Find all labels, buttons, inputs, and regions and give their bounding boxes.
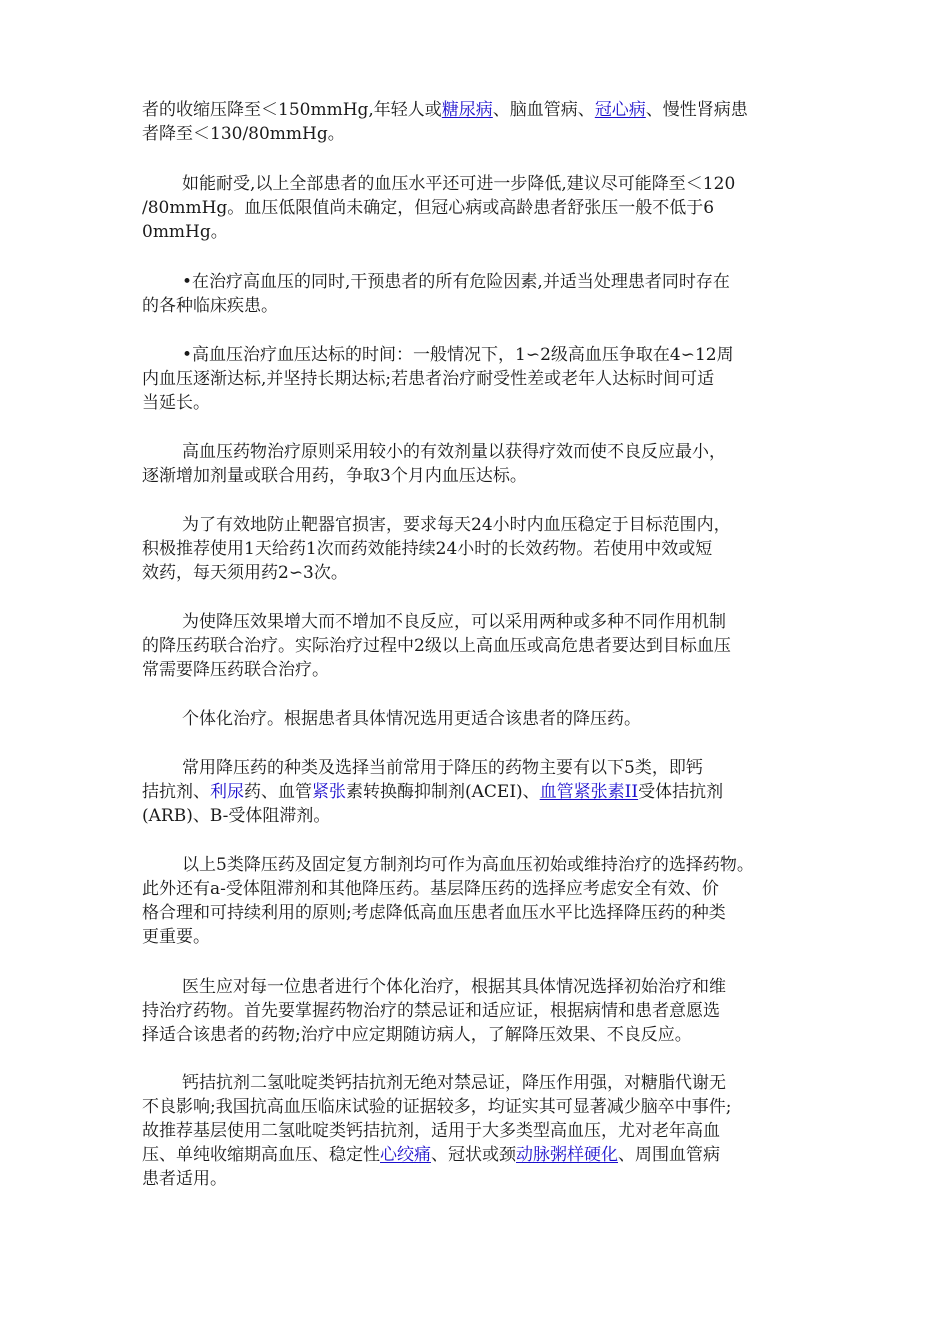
text-line: 的各种临床疾患。: [142, 296, 278, 316]
text-line: 择适合该患者的药物;治疗中应定期随访病人，了解降压效果、不良反应。: [142, 1025, 692, 1045]
paragraph-target-time: [142, 343, 812, 415]
text-line: 为使降压效果增大而不增加不良反应，可以采用两种或多种不同作用机制: [182, 612, 726, 632]
text-line: 0mmHg。: [142, 222, 228, 242]
paragraph-calcium-antagonists: [142, 1071, 812, 1191]
text-run: 拮抗剂、: [142, 782, 210, 802]
text-line: [142, 780, 812, 804]
text-line: [142, 1143, 812, 1167]
text-line: 更重要。: [142, 927, 210, 947]
text-line: 格合理和可持续利用的原则;考虑降低高血压患者血压水平比选择降压药的种类: [142, 903, 726, 923]
paragraph-combination: [142, 610, 812, 682]
link-coronary-heart-disease[interactable]: 冠心病: [594, 100, 646, 120]
term-tension: 紧张: [312, 782, 346, 802]
text-line: 持治疗药物。首先要掌握药物治疗的禁忌证和适应证，根据病情和患者意愿选: [142, 1001, 720, 1021]
text-line: 常用降压药的种类及选择当前常用于降压的药物主要有以下5类，即钙: [182, 758, 703, 778]
link-angina[interactable]: 心绞痛: [380, 1145, 431, 1165]
text-line: 钙拮抗剂二氢吡啶类钙拮抗剂无绝对禁忌证，降压作用强，对糖脂代谢无: [182, 1073, 726, 1093]
text-line: •高血压治疗血压达标的时间：一般情况下，1∽2级高血压争取在4∽12周: [182, 345, 734, 365]
text-line: (ARB)、B-受体阻滞剂。: [142, 806, 331, 826]
text-run: 受体拮抗剂: [638, 782, 724, 802]
link-angiotensin-ii[interactable]: 血管紧张素II: [539, 782, 639, 802]
text-line: 如能耐受,以上全部患者的血压水平还可进一步降低,建议尽可能降至＜120: [182, 174, 736, 194]
text-line: 高血压药物治疗原则采用较小的有效剂量以获得疗效而使不良反应最小，: [182, 442, 726, 462]
link-atherosclerosis[interactable]: 动脉粥样硬化: [516, 1145, 618, 1165]
text-line: 效药，每天须用药2∽3次。: [142, 563, 348, 583]
text-run: 压、单纯收缩期高血压、稳定性: [142, 1145, 380, 1165]
paragraph-individualized: [142, 707, 812, 731]
text-line: •在治疗高血压的同时,干预患者的所有危险因素,并适当处理患者同时存在: [182, 272, 730, 292]
text-run: 、脑血管病、: [492, 100, 595, 120]
text-run: 药、血管: [244, 782, 312, 802]
paragraph-drug-selection: [142, 853, 812, 949]
text-line: 为了有效地防止靶器官损害，要求每天24小时内血压稳定于目标范围内，: [182, 515, 731, 535]
text-line: 当延长。: [142, 393, 210, 413]
paragraph-drug-principles: [142, 440, 812, 488]
text-run: 、慢性肾病患: [645, 100, 748, 120]
text-line: 逐渐增加剂量或联合用药，争取3个月内血压达标。: [142, 466, 527, 486]
text-line: 者降至＜130/80mmHg。: [142, 124, 345, 144]
paragraph-drug-classes: [142, 756, 812, 828]
text-line: 医生应对每一位患者进行个体化治疗，根据其具体情况选择初始治疗和维: [182, 977, 726, 997]
paragraph-risk-factors: [142, 270, 812, 318]
text-line: 患者适用。: [142, 1169, 227, 1189]
text-run: 、周围血管病: [618, 1145, 720, 1165]
text-line: 积极推荐使用1天给药1次而药效能持续24小时的长效药物。若使用中效或短: [142, 539, 713, 559]
paragraph-target-bp: [142, 98, 812, 146]
text-line: 此外还有a-受体阻滞剂和其他降压药。基层降压药的选择应考虑安全有效、价: [142, 879, 719, 899]
text-line: 故推荐基层使用二氢吡啶类钙拮抗剂，适用于大多类型高血压，尤对老年高血: [142, 1121, 720, 1141]
text-line: 以上5类降压药及固定复方制剂均可作为高血压初始或维持治疗的选择药物。: [182, 855, 754, 875]
text-run: 、冠状或颈: [431, 1145, 516, 1165]
text-line: 内血压逐渐达标,并坚持长期达标;若患者治疗耐受性差或老年人达标时间可适: [142, 369, 715, 389]
text-line: 的降压药联合治疗。实际治疗过程中2级以上高血压或高危患者要达到目标血压: [142, 636, 731, 656]
paragraph-doctor-guidance: [142, 975, 812, 1047]
text-run: 者的收缩压降至＜150mmHg,年轻人或: [142, 100, 442, 120]
paragraph-long-acting: [142, 513, 812, 585]
link-diabetes[interactable]: 糖尿病: [441, 100, 493, 120]
text-line: [142, 98, 812, 122]
text-line: 个体化治疗。根据患者具体情况选用更适合该患者的降压药。: [182, 709, 641, 729]
text-line: 常需要降压药联合治疗。: [142, 660, 329, 680]
text-line: 不良影响;我国抗高血压临床试验的证据较多，均证实其可显著减少脑卒中事件;: [142, 1097, 732, 1117]
term-diuretic: 利尿: [210, 782, 244, 802]
paragraph-further-lowering: [142, 172, 812, 244]
text-run: 素转换酶抑制剂(ACEI)、: [346, 782, 540, 802]
text-line: /80mmHg。血压低限值尚未确定，但冠心病或高龄患者舒张压一般不低于6: [142, 198, 715, 218]
